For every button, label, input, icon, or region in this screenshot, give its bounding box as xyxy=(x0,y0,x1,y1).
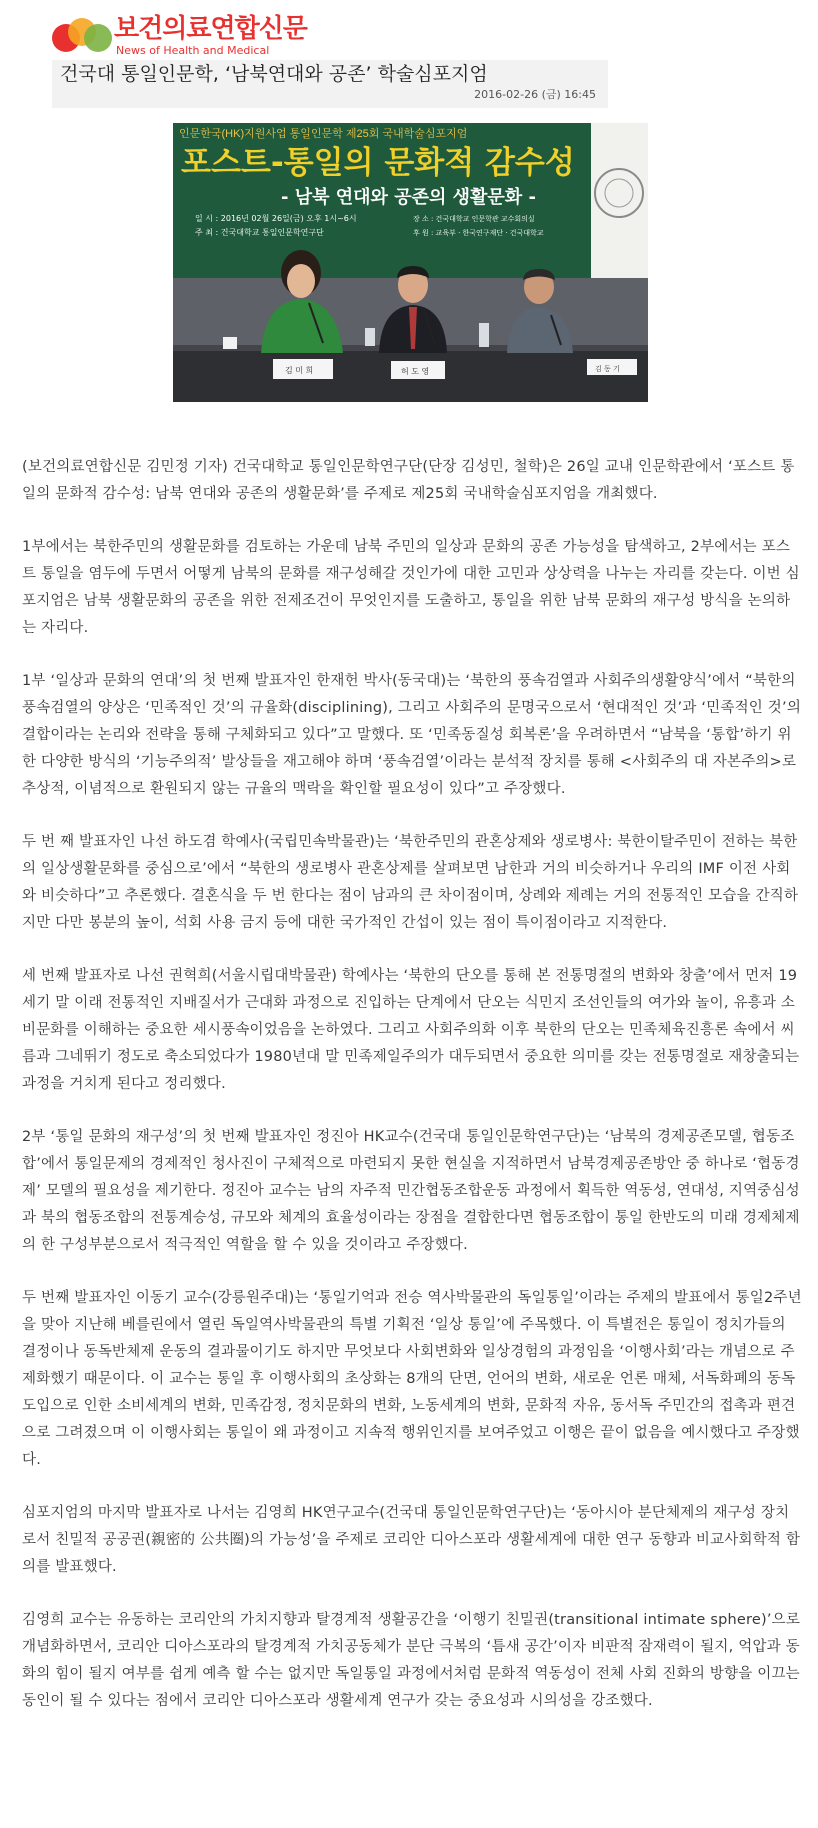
logo-title-english: News of Health and Medical xyxy=(116,44,270,57)
article-title: 건국대 통일인문학, ‘남북연대와 공존’ 학술심포지엄 xyxy=(60,63,488,85)
article-paragraph: 김영희 교수는 유동하는 코리안의 가치지향과 탈경계적 생활공간을 ‘이행기 친밀권(transitional intimate sphere)’으로 개념화하면서, 코리안 디아스포라의 탈경계적 가치공동체가 분단 극복의 ‘틈새 공간’이자 비판적 잠재력이 될지, 억압과 동화의 힘이 될지 여부를 쉽게 예측 할 수는 없지만 독일통일 과정에서처럼 문화적 역동성이 전체 사회 진화의 방향을 이끄는 동인이 될 수 있다는 점에서 코리안 디아스포라 생활세계 연구가 갖는 중요성과 시의성을 강조했다. xyxy=(22,1612,801,1709)
banner-headline: 포스트-통일의 문화적 감수성 xyxy=(181,145,575,181)
nameplate-3: 김 동 기 xyxy=(595,365,620,373)
article-photo xyxy=(173,123,648,402)
symposium-photo xyxy=(173,123,648,402)
banner-place-line: 장 소 : 건국대학교 인문학관 교수회의실 xyxy=(413,215,535,223)
logo-title-korean: 보건의료연합신문 xyxy=(114,14,307,44)
article-paragraph: (보건의료연합신문 김민정 기자) 건국대학교 통일인문학연구단(단장 김성민, 철학)은 26일 교내 인문학관에서 ‘포스트 통일의 문화적 감수성: 남북 연대와 공존의 생활문화’를 주제로 제25회 국내학술심포지엄을 개최했다. xyxy=(22,459,795,502)
logo-circles-icon xyxy=(52,16,112,56)
article-paragraph: 두 번째 발표자인 이동기 교수(강릉원주대)는 ‘통일기억과 전승 역사박물관의 독일통일’이라는 주제의 발표에서 통일2주년을 맞아 지난해 베를린에서 열린 독일역사박물관의 특별 기획전 ‘일상 통일’에 주목했다. 이 특별전은 통일이 정치가들의 결정이나 동독반체제 운동의 결과물이기도 하지만 무엇보다 사회변화와 일상경험의 과정임을 ‘이행사회’라는 개념으로 주제화했기 때문이다. 이 교수는 통일 후 이행사회의 초상화는 8개의 단면, 언어의 변화, 새로운 언론 매체, 서독화폐의 동독 도입으로 인한 소비세계의 변화, 민족감정, 정치문화의 변화, 노동세계의 변화, 문화적 자유, 동서독 주민간의 접촉과 편견으로 그려졌으며 이 이행사회는 통일이 왜 과정이고 지속적 행위인지를 보여주었고 이행은 끝이 없음을 예시했다고 주장했다. xyxy=(22,1290,802,1468)
nameplate-1: 김 미 희 xyxy=(285,366,314,375)
article-paragraph: 세 번째 발표자로 나선 권혁희(서울시립대박물관) 학예사는 ‘북한의 단오를 통해 본 전통명절의 변화와 창출’에서 먼저 19세기 말 이래 전통적인 지배질서가 근대화 과정으로 진입하는 단계에서 단오는 식민지 조선인들의 여가와 놀이, 유흥과 소비문화를 이해하는 중요한 세시풍속이었음을 논하였다. 그리고 사회주의화 이후 북한의 단오는 민족체육진흥론 속에서 씨름과 그네뛰기 정도로 축소되었다가 1980년대 말 민족제일주의가 대두되면서 중요한 의미를 갖는 전통명절로 재창출되는 과정을 거치게 된다고 정리했다. xyxy=(22,968,800,1092)
article-paragraph: 1부에서는 북한주민의 생활문화를 검토하는 가운데 남북 주민의 일상과 문화의 공존 가능성을 탐색하고, 2부에서는 포스트 통일을 염두에 두면서 어떻게 남북의 문화를 재구성해갈 것인가에 대한 고민과 상상력을 나누는 자리를 갖는다. 이번 심포지엄은 남북 생활문화의 공존을 위한 전제조건이 무엇인지를 도출하고, 통일을 위한 남북 문화의 재구성 방식을 논의하는 자리다. xyxy=(22,539,800,636)
banner-host-line: 주 최 : 건국대학교 통일인문학연구단 xyxy=(195,228,324,237)
article-body xyxy=(22,454,802,1741)
article-header xyxy=(52,60,608,108)
article-paragraph: 1부 ‘일상과 문화의 연대’의 첫 번째 발표자인 한재헌 박사(동국대)는 ‘북한의 풍속검열과 사회주의생활양식’에서 “북한의 풍속검열의 양상은 ‘민족적인 것’의 규율화(disciplining), 그리고 사회주의 문명국으로서 ‘현대적인 것’과 ‘민족적인 것’의 결합이라는 논리와 전략을 통해 구체화되고 있다”고 말했다. 또 ‘민족동질성 회복론’을 우려하면서 “남북을 ‘통합’하기 위한 다양한 방식의 ‘기능주의적’ 발상들을 재고해야 하며 ‘풍속검열’이라는 분석적 장치를 통해 <사회주의 대 자본주의>로 추상적, 이념적으로 환원되지 않는 규율의 맥락을 확인할 필요성이 있다”고 주장했다. xyxy=(22,673,802,797)
article-paragraph: 심포지엄의 마지막 발표자로 나서는 김영희 HK연구교수(건국대 통일인문학연구단)는 ‘동아시아 분단체제의 재구성 장치로서 친밀적 공공권(親密的 公共圈)의 가능성’을 주제로 코리안 디아스포라 생활세계에 대한 연구 동향과 비교사회학적 함의를 발표했다. xyxy=(22,1505,801,1575)
nameplate-2: 허 도 영 xyxy=(401,367,430,376)
banner-top-line: 인문한국(HK)지원사업 통일인문학 제25회 국내학술심포지엄 xyxy=(179,128,468,140)
article-date: 2016-02-26 (금) 16:45 xyxy=(474,88,596,101)
banner-subhead: - 남북 연대와 공존의 생활문화 - xyxy=(281,187,536,208)
banner-sponsor-line: 후 원 : 교육부 · 한국연구재단 · 건국대학교 xyxy=(413,229,544,237)
article-paragraph: 2부 ‘통일 문화의 재구성’의 첫 번째 발표자인 정진아 HK교수(건국대 통일인문학연구단)는 ‘남북의 경제공존모델, 협동조합’에서 통일문제의 경제적인 청사진이 구체적으로 마련되지 못한 현실을 지적하면서 남북경제공존방안 중 하나로 ‘협동경제’ 모델의 필요성을 제기한다. 정진아 교수는 남의 자주적 민간협동조합운동 과정에서 획득한 역동성, 연대성, 지역중심성과 북의 협동조합의 전통계승성, 규모와 체계의 효율성이라는 장점을 결합한다면 협동조합이 통일 한반도의 미래 경제체제의 한 구성부분으로서 적극적인 역할을 할 수 있을 것이라고 주장했다. xyxy=(22,1129,800,1253)
cup xyxy=(223,337,237,349)
article-paragraph: 두 번 째 발표자인 나선 하도겸 학예사(국립민속박물관)는 ‘북한주민의 관혼상제와 생로병사: 북한이탈주민이 전하는 북한의 일상생활문화를 중심으로’에서 “북한의 생로병사 관혼상제를 살펴보면 남한과 거의 비슷하거나 우리의 IMF 이전 사회와 비슷하다”고 추론했다. 결혼식을 두 번 한다는 점이 남과의 큰 차이점이며, 상례와 제례는 거의 전통적인 모습을 간직하지만 다만 봉분의 높이, 석회 사용 금지 등에 대한 국가적인 간섭이 있는 점이 특이점이라고 지적한다. xyxy=(22,834,799,931)
water-bottle xyxy=(365,328,375,346)
site-logo[interactable] xyxy=(52,14,307,58)
banner-date-line: 일 시 : 2016년 02월 26일(금) 오후 1시~6시 xyxy=(195,214,357,223)
